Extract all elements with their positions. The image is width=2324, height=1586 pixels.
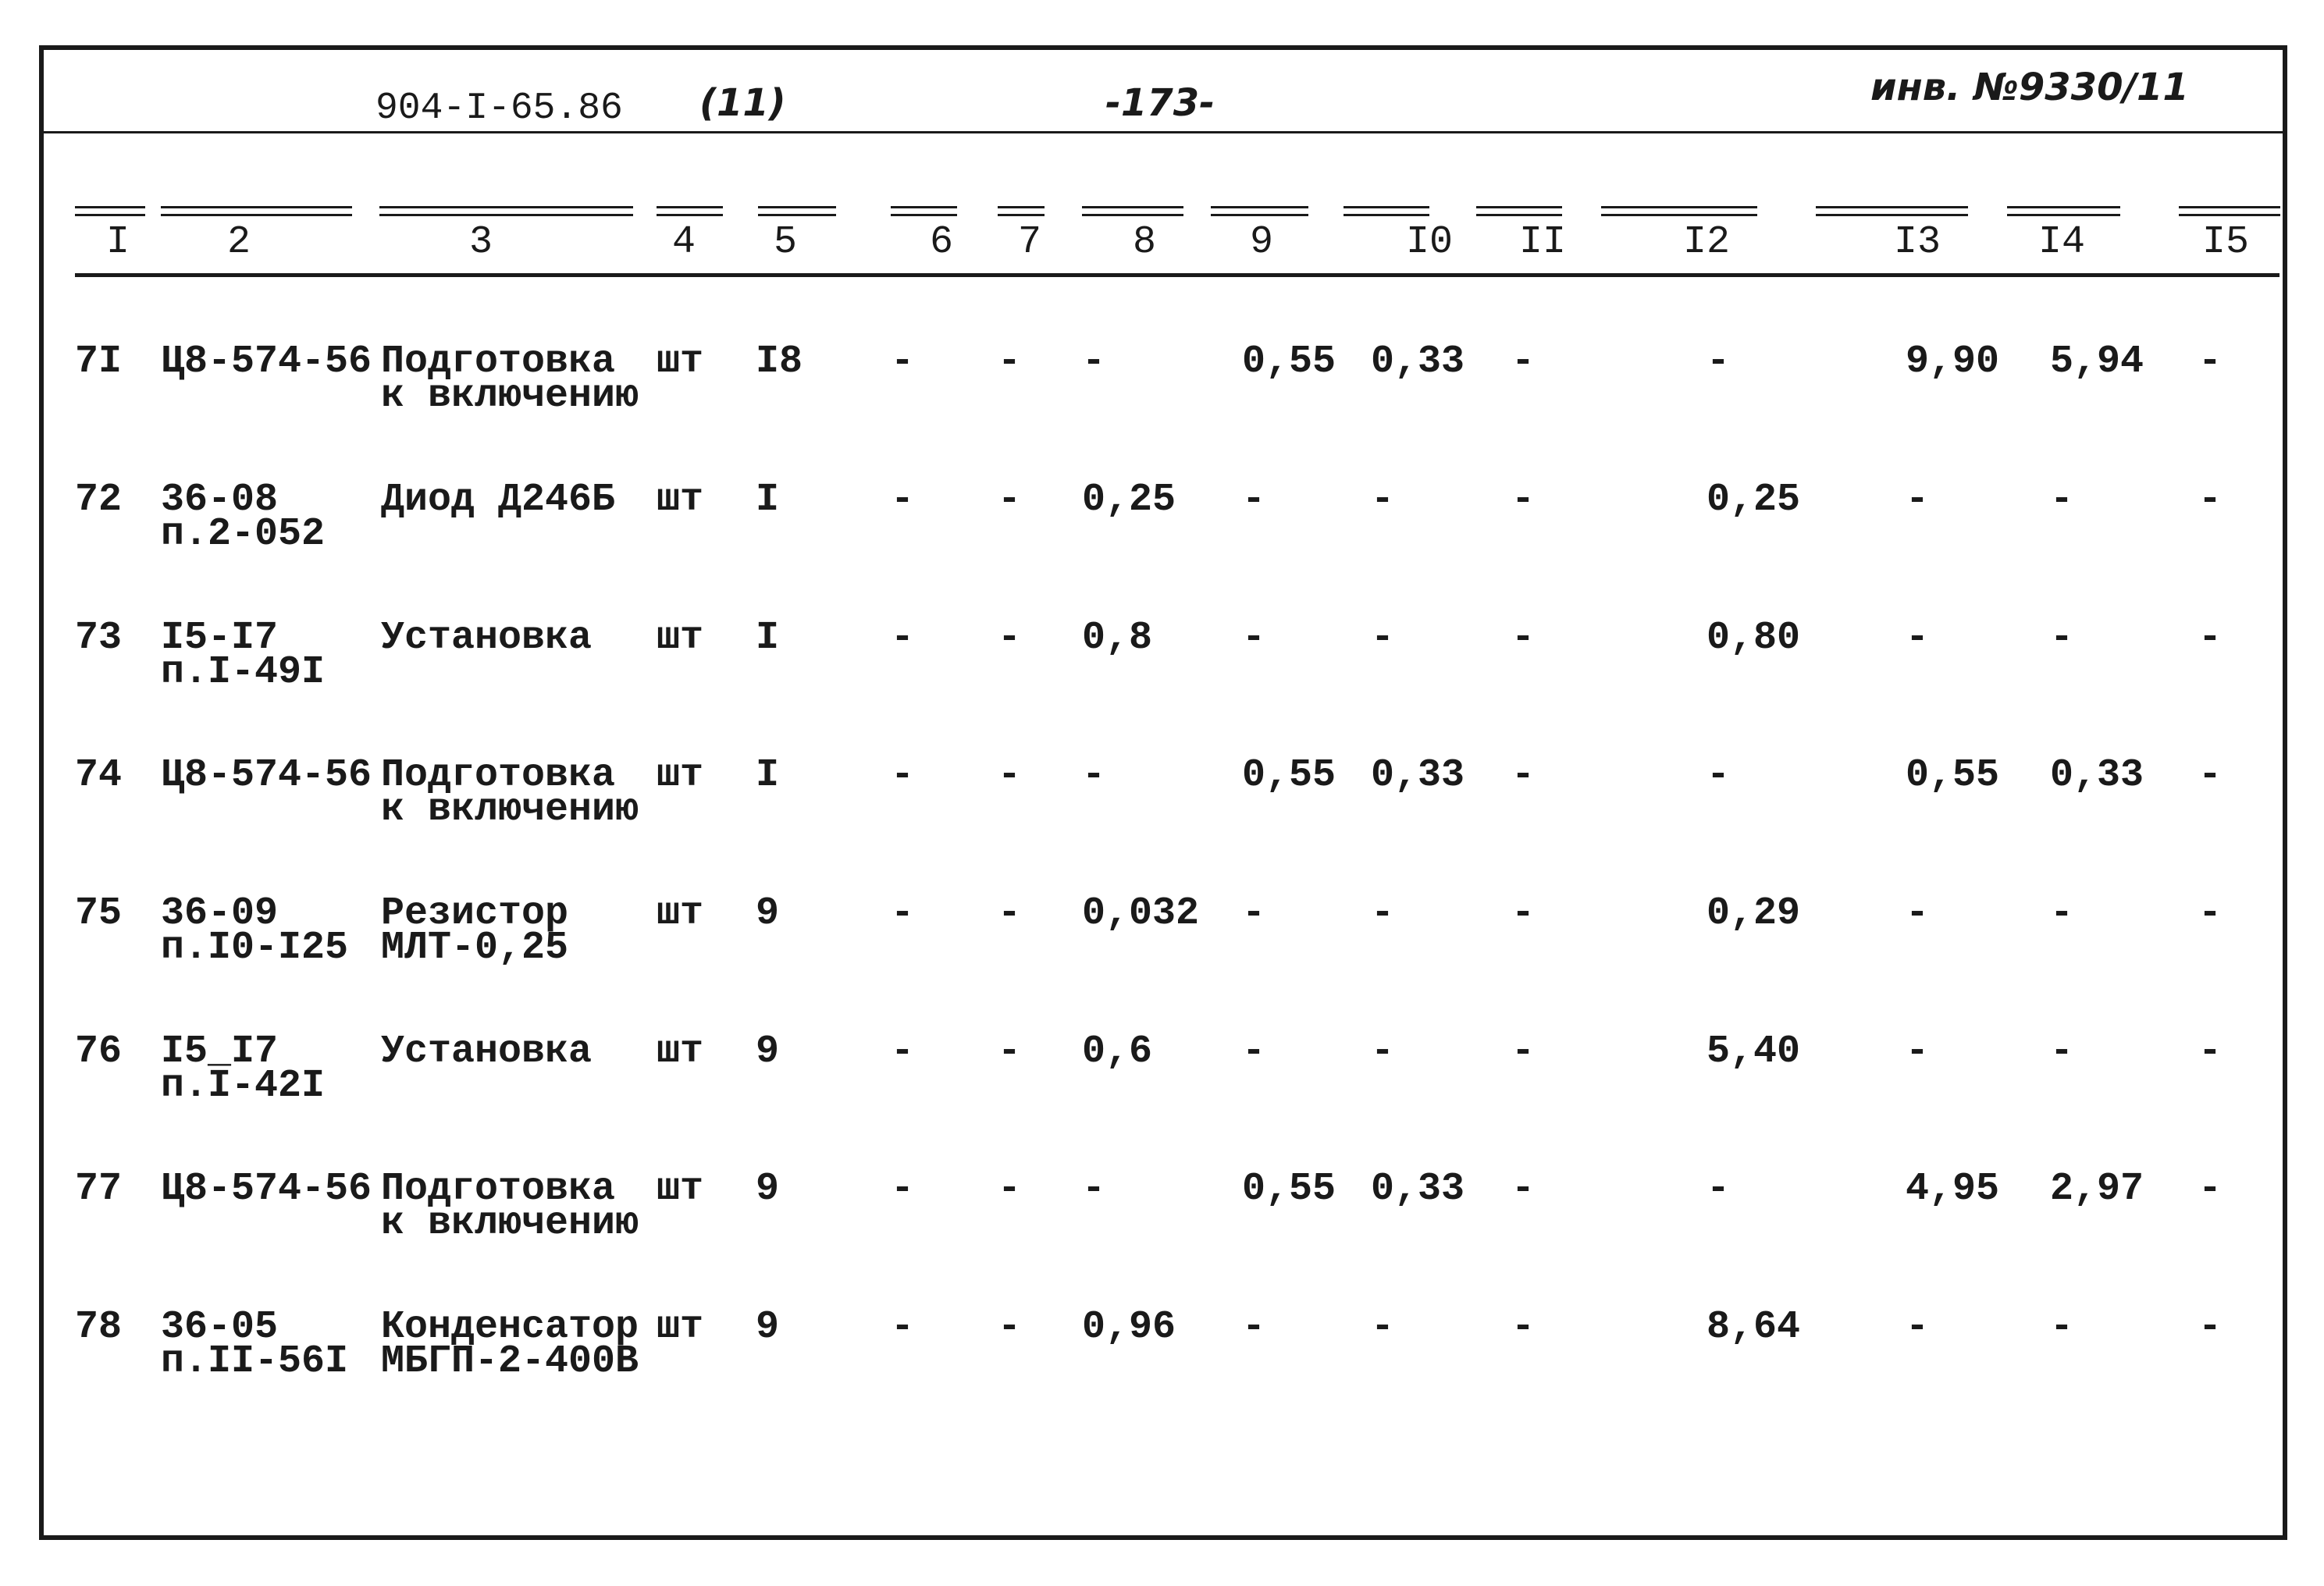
column-number: I (106, 220, 130, 265)
table-cell: 2,97 (2050, 1167, 2144, 1211)
table-cell: - (1707, 753, 1731, 798)
table-cell: 9 (756, 1167, 780, 1211)
table-cell: шт (657, 1029, 704, 1074)
table-cell: - (1242, 616, 1266, 660)
table-cell: - (891, 891, 915, 936)
table-cell: 76 (75, 1029, 123, 1074)
table-cell: I5_I7 п.I-42I (161, 1029, 326, 1108)
table-cell: - (1242, 478, 1266, 522)
table-cell: Диод Д246Б (381, 478, 616, 522)
inventory-number: инв. №9330/11 (1870, 66, 2189, 109)
table-cell: 0,55 (1242, 340, 1336, 384)
table-cell: 9 (756, 1029, 780, 1074)
table-cell: Установка (381, 1029, 593, 1074)
table-cell: I8 (756, 340, 803, 384)
column-number: I4 (2038, 220, 2086, 265)
column-number: I5 (2202, 220, 2250, 265)
column-number: 8 (1133, 220, 1157, 265)
table-cell: 0,55 (1242, 1167, 1336, 1211)
header-divider (44, 131, 2283, 133)
table-cell: - (891, 340, 915, 384)
table-cell: - (2050, 1305, 2074, 1350)
sheet-mark: (11) (699, 81, 786, 125)
column-rule (2179, 206, 2280, 216)
column-number: I2 (1683, 220, 1731, 265)
column-rule (1476, 206, 1562, 216)
table-cell: 0,6 (1082, 1029, 1153, 1074)
table-cell: - (1906, 616, 1930, 660)
column-number: I0 (1406, 220, 1454, 265)
table-cell: - (998, 340, 1022, 384)
table-cell: - (2198, 1029, 2223, 1074)
column-rule (1211, 206, 1308, 216)
table-cell: 0,33 (1371, 753, 1465, 798)
table-cell: 0,25 (1707, 478, 1801, 522)
table-cell: - (2198, 891, 2223, 936)
table-cell: - (1242, 1305, 1266, 1350)
table-cell: - (891, 616, 915, 660)
table-cell: - (891, 1167, 915, 1211)
table-cell: 0,8 (1082, 616, 1153, 660)
table-cell: 74 (75, 753, 123, 798)
table-cell: - (1371, 891, 1395, 936)
column-number: I3 (1894, 220, 1941, 265)
table-cell: 73 (75, 616, 123, 660)
table-cell: - (1242, 1029, 1266, 1074)
table-cell: - (1511, 478, 1536, 522)
table-cell: - (891, 1029, 915, 1074)
table-cell: - (2198, 1167, 2223, 1211)
column-number: 9 (1250, 220, 1274, 265)
column-number: 6 (930, 220, 954, 265)
column-rule (1082, 206, 1183, 216)
table-cell: 72 (75, 478, 123, 522)
table-cell: 77 (75, 1167, 123, 1211)
table-cell: 5,40 (1707, 1029, 1801, 1074)
table-cell: 0,25 (1082, 478, 1176, 522)
table-cell: - (1082, 753, 1106, 798)
table-cell: I5-I7 п.I-49I (161, 616, 326, 695)
table-cell: 0,29 (1707, 891, 1801, 936)
table-cell: - (2198, 340, 2223, 384)
table-cell: - (998, 478, 1022, 522)
column-number: 3 (469, 220, 493, 265)
table-cell: 78 (75, 1305, 123, 1350)
table-cell: шт (657, 1305, 704, 1350)
table-cell: Подготовка к включению (381, 753, 639, 832)
table-cell: 0,55 (1906, 753, 2000, 798)
table-cell: 7I (75, 340, 123, 384)
table-cell: - (2198, 753, 2223, 798)
table-cell: - (1511, 340, 1536, 384)
table-cell: 0,33 (2050, 753, 2144, 798)
table-cell: Резистор МЛТ-0,25 (381, 891, 569, 970)
table-cell: 36-05 п.II-56I (161, 1305, 349, 1384)
column-number: 5 (774, 220, 798, 265)
table-cell: 8,64 (1707, 1305, 1801, 1350)
table-cell: - (1707, 1167, 1731, 1211)
table-cell: - (891, 478, 915, 522)
table-cell: Подготовка к включению (381, 340, 639, 418)
table-cell: 0,96 (1082, 1305, 1176, 1350)
column-rule (998, 206, 1045, 216)
header-rule (75, 273, 2280, 277)
table-cell: - (1371, 616, 1395, 660)
table-cell: - (998, 1305, 1022, 1350)
table-cell: - (2198, 1305, 2223, 1350)
table-cell: шт (657, 340, 704, 384)
table-cell: - (1511, 753, 1536, 798)
table-cell: - (1511, 1167, 1536, 1211)
column-rule (379, 206, 633, 216)
table-cell: - (2050, 1029, 2074, 1074)
table-cell: - (1082, 1167, 1106, 1211)
table-cell: - (1242, 891, 1266, 936)
table-cell: - (1511, 616, 1536, 660)
table-cell: 0,55 (1242, 753, 1336, 798)
table-cell: Установка (381, 616, 593, 660)
table-cell: - (1906, 1305, 1930, 1350)
column-rule (1601, 206, 1757, 216)
column-rule (1816, 206, 1968, 216)
table-cell: шт (657, 753, 704, 798)
table-cell: - (1906, 478, 1930, 522)
table-cell: 0,032 (1082, 891, 1200, 936)
table-cell: Ц8-574-56 (161, 340, 372, 384)
table-cell: 9,90 (1906, 340, 2000, 384)
column-rule (657, 206, 723, 216)
column-rule (891, 206, 957, 216)
table-cell: - (2198, 616, 2223, 660)
column-number: II (1519, 220, 1567, 265)
table-cell: - (998, 1029, 1022, 1074)
table-cell: - (1371, 478, 1395, 522)
table-cell: - (998, 616, 1022, 660)
table-cell: - (1906, 1029, 1930, 1074)
column-number: 4 (672, 220, 696, 265)
table-cell: шт (657, 891, 704, 936)
table-cell: Ц8-574-56 (161, 1167, 372, 1211)
table-cell: I (756, 616, 780, 660)
table-cell: - (1371, 1029, 1395, 1074)
table-cell: - (2050, 478, 2074, 522)
table-cell: - (891, 1305, 915, 1350)
column-rule (75, 206, 145, 216)
table-cell: Конденсатор МБГП-2-400В (381, 1305, 639, 1384)
column-rule (161, 206, 352, 216)
column-rule (758, 206, 836, 216)
table-cell: I (756, 753, 780, 798)
table-cell: 36-09 п.I0-I25 (161, 891, 349, 970)
table-cell: - (1707, 340, 1731, 384)
table-cell: - (998, 753, 1022, 798)
table-cell: 0,33 (1371, 340, 1465, 384)
page-frame (39, 45, 2287, 1540)
table-cell: - (998, 1167, 1022, 1211)
table-cell: Ц8-574-56 (161, 753, 372, 798)
table-cell: - (891, 753, 915, 798)
document-code: 904-I-65.86 (375, 87, 623, 130)
table-cell: 75 (75, 891, 123, 936)
page-number: -173- (1105, 81, 1215, 125)
table-cell: Подготовка к включению (381, 1167, 639, 1246)
table-cell: 0,80 (1707, 616, 1801, 660)
table-cell: - (1511, 891, 1536, 936)
table-cell: - (1906, 891, 1930, 936)
table-cell: 36-08 п.2-052 (161, 478, 326, 557)
table-cell: - (998, 891, 1022, 936)
table-cell: I (756, 478, 780, 522)
table-cell: шт (657, 478, 704, 522)
table-cell: - (2050, 891, 2074, 936)
column-rule (1344, 206, 1429, 216)
table-cell: шт (657, 1167, 704, 1211)
table-cell: 9 (756, 1305, 780, 1350)
table-cell: - (1082, 340, 1106, 384)
table-cell: 4,95 (1906, 1167, 2000, 1211)
table-cell: 5,94 (2050, 340, 2144, 384)
table-cell: 0,33 (1371, 1167, 1465, 1211)
table-cell: - (2050, 616, 2074, 660)
table-cell: - (1511, 1029, 1536, 1074)
column-rule (2007, 206, 2120, 216)
column-number: 2 (227, 220, 251, 265)
column-number: 7 (1018, 220, 1042, 265)
table-cell: 9 (756, 891, 780, 936)
table-cell: шт (657, 616, 704, 660)
table-cell: - (1371, 1305, 1395, 1350)
table-cell: - (1511, 1305, 1536, 1350)
table-cell: - (2198, 478, 2223, 522)
